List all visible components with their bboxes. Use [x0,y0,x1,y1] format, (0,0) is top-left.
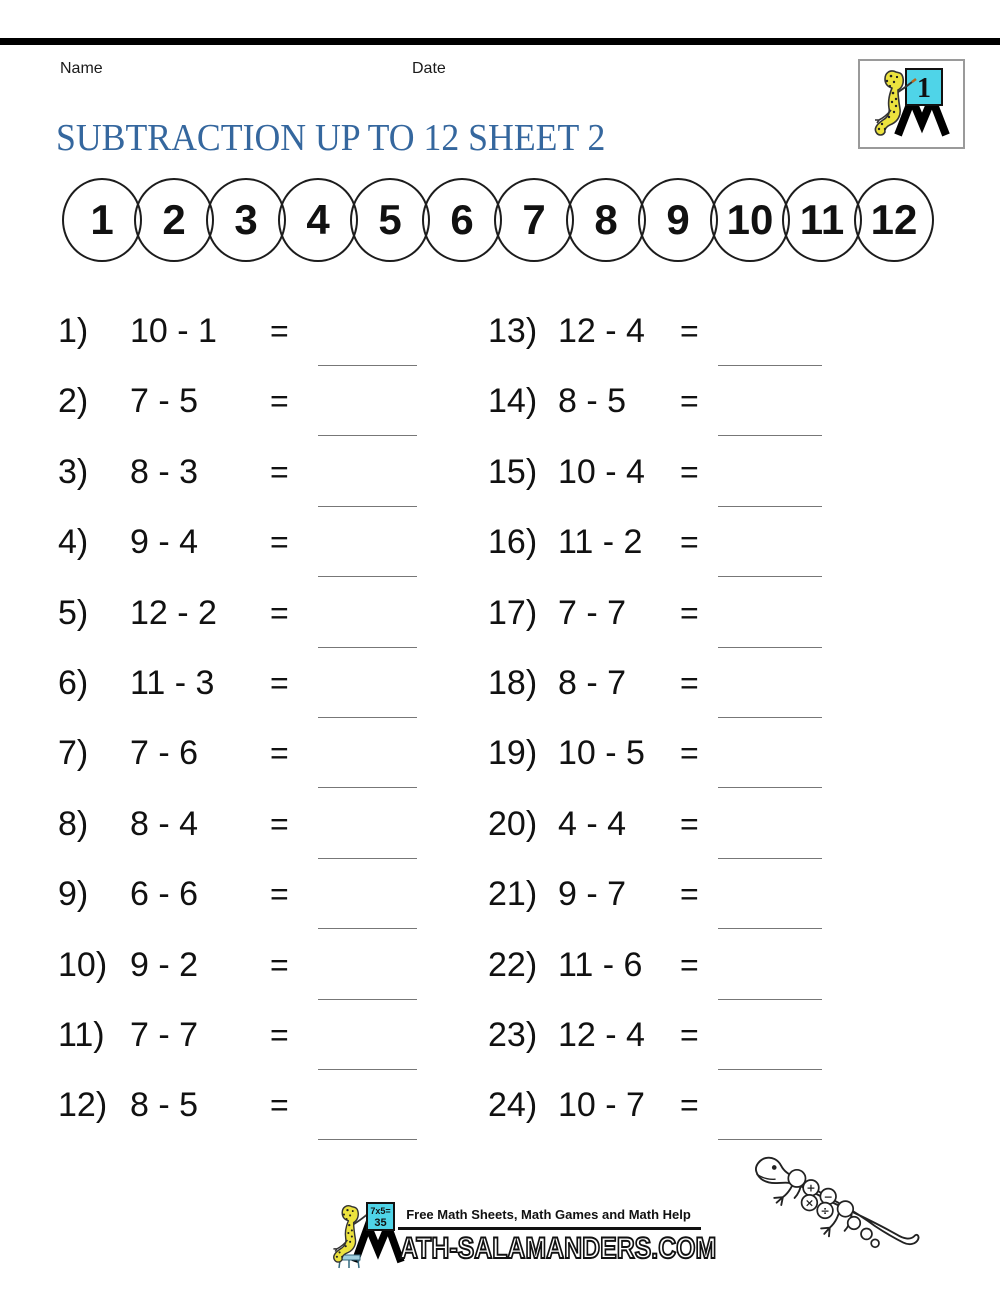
problems-column-right [488,312,908,1172]
problem-number: 11) [58,1016,105,1054]
problem-expression: 10 - 1 [130,312,217,350]
problem-expression: 12 - 4 [558,1016,645,1054]
footer-tagline: Free Math Sheets, Math Games and Math Help [406,1207,691,1222]
problem-row [58,382,478,452]
number-circle [134,178,214,262]
problem-number: 2) [58,382,89,421]
problem-number: 15) [488,452,538,491]
problem-expression: 9 - 2 [130,945,199,984]
equals-sign: = [270,383,289,420]
number-circle [638,178,718,262]
lizard-spots [788,1170,879,1247]
problem-expression: 7 - 7 [130,1016,199,1054]
answer-line [718,1139,822,1140]
answer-line [718,999,822,1000]
problem-expression: 7 - 5 [130,382,199,421]
date-label: Date [412,60,446,77]
problem-row [488,312,908,382]
salamander-badge-icon [860,61,963,147]
problem-row [488,875,908,945]
equals-sign: = [680,735,699,772]
answer-line [318,1139,417,1140]
equals-sign: = [270,594,289,631]
problem-row [58,734,478,804]
problem-expression: 11 - 6 [558,945,643,984]
site-name-text: ATH-SALAMANDERS.COM [400,1232,717,1265]
equals-sign: = [270,735,289,772]
problem-number: 21) [488,875,538,914]
name-label: Name [60,60,103,77]
problem-number: 24) [488,1086,538,1125]
problem-expression: 6 - 6 [130,875,199,914]
m-logo-icon [355,1226,401,1262]
problem-number: 13) [488,312,538,350]
number-circle-label: 4 [306,196,330,243]
answer-line [718,858,822,859]
problem-number: 23) [488,1016,538,1054]
problem-expression: 8 - 3 [130,452,199,491]
number-circle-label: 12 [870,196,918,243]
answer-line [318,365,417,366]
answer-line [318,506,417,507]
equals-sign: = [270,1017,289,1053]
top-border-rule [0,38,1000,45]
answer-line [718,1069,822,1070]
number-circle-label: 7 [522,196,546,243]
problem-row [58,523,478,593]
equals-sign: = [270,313,289,349]
problem-row [58,805,478,875]
equals-sign: = [270,665,289,701]
chalkboard-line2: 35 [374,1217,387,1229]
problem-number: 20) [488,804,538,843]
problem-row [488,1016,908,1086]
problem-row [488,523,908,593]
equals-sign: = [680,453,699,490]
problem-expression: 7 - 7 [558,593,627,632]
number-circle-label: 3 [234,196,258,243]
number-circle [854,178,934,262]
minus-symbol: − [823,1190,833,1204]
problem-expression: 4 - 4 [558,804,627,843]
problem-row [488,1086,908,1156]
equals-sign: = [680,383,699,420]
number-circle [566,178,646,262]
problem-number: 6) [58,664,89,702]
plus-symbol: + [806,1181,816,1195]
problem-number: 19) [488,734,538,773]
equals-sign: = [680,524,699,561]
footer-rule [398,1227,701,1230]
equals-sign: = [270,876,289,913]
number-circle-label: 9 [666,196,690,243]
page-title: SUBTRACTION UP TO 12 SHEET 2 [56,117,606,159]
number-circle-label: 11 [799,196,845,243]
equals-sign: = [680,665,699,701]
answer-line [318,647,417,648]
equals-sign: = [680,1017,699,1053]
problem-expression: 11 - 3 [130,664,215,702]
equals-sign: = [680,313,699,349]
problem-row [488,453,908,523]
problem-number: 8) [58,804,89,843]
answer-line [718,506,822,507]
problem-row [488,594,908,664]
divide-symbol: ÷ [820,1204,830,1218]
number-circle-label: 1 [90,196,114,243]
answer-line [318,928,417,929]
problem-number: 14) [488,382,538,421]
answer-line [318,858,417,859]
number-track [62,178,934,262]
problem-expression: 8 - 7 [558,664,627,702]
problem-row [488,946,908,1016]
equals-sign: = [680,594,699,631]
problem-expression: 7 - 6 [130,734,199,773]
answer-line [718,787,822,788]
times-symbol: × [804,1196,815,1210]
badge-number: 1 [917,73,931,104]
answer-line [318,787,417,788]
problem-number: 12) [58,1086,108,1125]
answer-line [318,1069,417,1070]
problem-row [58,664,478,734]
number-circle [278,178,358,262]
problem-number: 5) [58,593,89,632]
problem-number: 10) [58,945,108,984]
problem-expression: 8 - 5 [558,382,627,421]
problem-expression: 9 - 7 [558,875,627,914]
problem-row [58,875,478,945]
equals-sign: = [270,453,289,490]
problem-number: 1) [58,312,89,350]
problem-expression: 10 - 5 [558,734,645,773]
problem-number: 16) [488,523,538,562]
number-circle [710,178,790,262]
equals-sign: = [680,946,699,983]
number-circle-label: 5 [378,196,402,243]
answer-line [718,576,822,577]
problem-row [488,805,908,875]
problem-number: 18) [488,664,538,702]
problem-expression: 11 - 2 [558,523,643,562]
equals-sign: = [270,524,289,561]
answer-line [318,717,417,718]
problem-expression: 9 - 4 [130,523,199,562]
answer-line [718,365,822,366]
problem-row [58,946,478,1016]
number-circle-label: 2 [162,196,186,243]
number-circle-label: 6 [450,196,474,243]
sheet-number-badge [858,59,965,149]
answer-line [718,928,822,929]
problem-number: 4) [58,523,89,562]
problem-expression: 8 - 5 [130,1086,199,1125]
problem-expression: 12 - 4 [558,312,645,350]
problem-row [488,382,908,452]
number-circle [782,178,862,262]
problem-number: 7) [58,734,89,773]
problem-row [488,664,908,734]
chalkboard-line1: 7x5= [370,1206,391,1216]
problem-number: 3) [58,452,89,491]
number-circle [422,178,502,262]
number-circle [62,178,142,262]
answer-line [318,576,417,577]
number-circle [494,178,574,262]
problem-expression: 10 - 4 [558,452,645,491]
answer-line [318,999,417,1000]
problem-row [58,453,478,523]
number-circle-label: 8 [594,196,618,243]
problem-number: 9) [58,875,89,914]
problem-number: 17) [488,593,538,632]
problem-row [488,734,908,804]
answer-line [718,717,822,718]
problem-number: 22) [488,945,538,984]
answer-line [718,435,822,436]
number-circle [350,178,430,262]
footer-brand [325,1198,725,1278]
number-circle-label: 10 [726,196,774,243]
problem-expression: 12 - 2 [130,593,217,632]
problem-expression: 10 - 7 [558,1086,645,1125]
problems-column-left [58,312,478,1172]
equals-sign: = [270,1087,289,1124]
problem-expression: 8 - 4 [130,804,199,843]
problem-row [58,1086,478,1156]
problem-row [58,1016,478,1086]
lizard-eye [772,1165,777,1170]
equals-sign: = [680,805,699,842]
number-circle [206,178,286,262]
lizard-body [756,1158,919,1244]
answer-line [318,435,417,436]
problem-row [58,312,478,382]
problem-row [58,594,478,664]
salamander-lizard-drawing [750,1150,922,1260]
equals-sign: = [270,805,289,842]
equals-sign: = [270,946,289,983]
equals-sign: = [680,876,699,913]
answer-line [718,647,822,648]
equals-sign: = [680,1087,699,1124]
